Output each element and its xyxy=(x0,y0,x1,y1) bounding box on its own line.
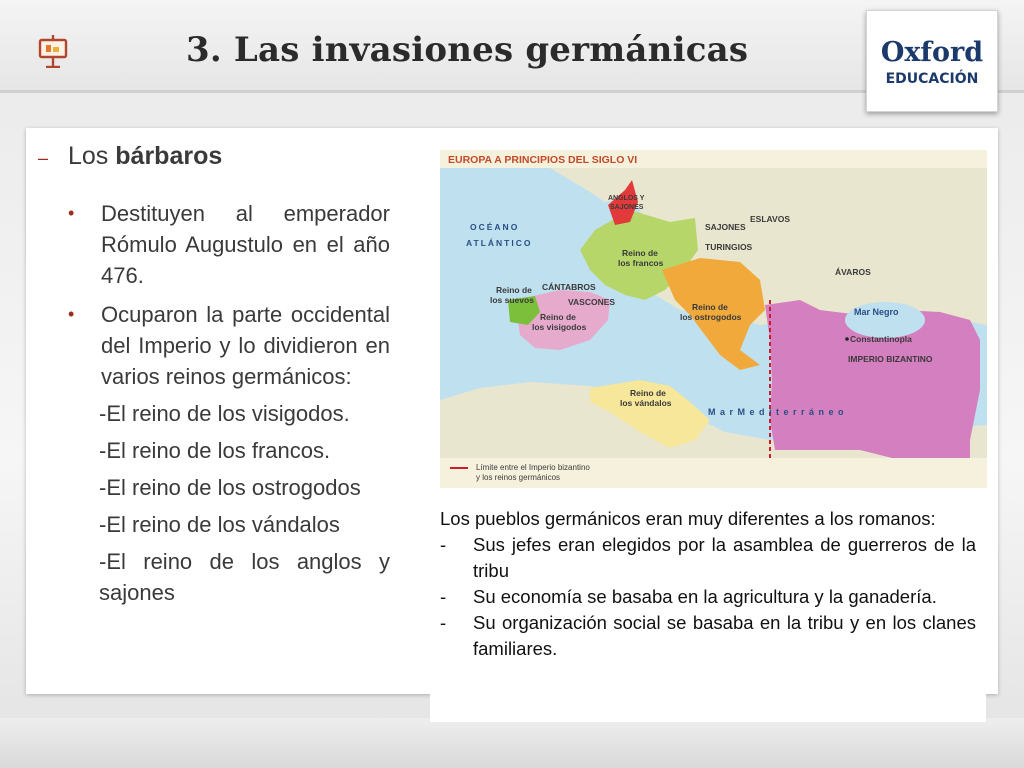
label-region: SAJONES xyxy=(705,222,746,232)
label-region: ANGLOS Y xyxy=(608,195,645,202)
bullet-item xyxy=(38,299,390,392)
presentation-board-icon xyxy=(38,34,68,68)
bullet-item xyxy=(38,198,390,291)
europe-map xyxy=(440,150,987,488)
label-region: Reino de xyxy=(630,388,666,398)
note-item xyxy=(440,610,976,662)
label-region: los visigodos xyxy=(532,322,587,332)
bullet-text: Ocuparon la parte occidental del Imperio y lo dividieron en varios reinos germánicos: xyxy=(101,302,390,389)
kingdom-item: -El reino de los ostrogodos xyxy=(99,475,361,500)
dash-marker: - xyxy=(440,586,447,607)
section-heading xyxy=(38,140,390,180)
label-region: VASCONES xyxy=(568,297,616,307)
label-region: los ostrogodos xyxy=(680,312,742,322)
label-sea: Mar Negro xyxy=(854,307,899,317)
label-ocean: ATLÁNTICO xyxy=(466,238,533,248)
kingdom-item: -El reino de los anglos y sajones xyxy=(99,549,390,605)
constantinople-dot xyxy=(845,337,849,341)
slide-title: 3. Las invasiones germánicas xyxy=(186,30,749,70)
dash-marker: – xyxy=(38,148,49,168)
bullet-dot: • xyxy=(68,203,75,223)
label-region: los francos xyxy=(618,258,664,268)
note-item-text: Sus jefes eran elegidos por la asamblea de guerreros de la tribu xyxy=(473,534,976,581)
label-region: ESLAVOS xyxy=(750,214,790,224)
label-region: los vándalos xyxy=(620,398,672,408)
label-region: los suevos xyxy=(490,295,534,305)
label-region: Reino de xyxy=(692,302,728,312)
label-region: Reino de xyxy=(496,285,532,295)
bullet-dot: • xyxy=(68,304,75,324)
note-item xyxy=(440,532,976,584)
label-sea: M a r M e d i t e r r á n e o xyxy=(708,407,845,417)
label-region: IMPERIO BIZANTINO xyxy=(848,354,933,364)
label-region: SAJONES xyxy=(610,204,644,211)
text-column xyxy=(38,140,390,608)
label-region: Reino de xyxy=(622,248,658,258)
footer-band xyxy=(0,718,1024,768)
label-city: Constantinopla xyxy=(850,334,912,344)
note-item xyxy=(440,584,976,610)
map-title: EUROPA A PRINCIPIOS DEL SIGLO VI xyxy=(448,154,638,166)
oxford-educacion-logo xyxy=(866,10,998,112)
dash-marker: - xyxy=(440,534,447,555)
label-region: TURINGIOS xyxy=(705,242,753,252)
label-ocean: OCÉANO xyxy=(470,222,520,232)
bullet-text: Destituyen al emperador Rómulo Augustulo en el año 476. xyxy=(101,201,390,288)
legend-text: y los reinos germánicos xyxy=(476,473,561,482)
label-region: CÁNTABROS xyxy=(542,282,596,292)
legend-text: Límite entre el Imperio bizantino xyxy=(476,463,590,472)
info-note xyxy=(430,500,986,722)
logo-subtitle: EDUCACIÓN xyxy=(885,71,979,87)
kingdom-item: -El reino de los visigodos. xyxy=(99,401,350,426)
kingdom-item: -El reino de los vándalos xyxy=(99,512,340,537)
note-intro: Los pueblos germánicos eran muy diferentes a los romanos: xyxy=(440,508,936,529)
logo-wordmark: Oxford xyxy=(880,37,984,68)
note-item-text: Su organización social se basaba en la tribu y en los clanes familiares. xyxy=(473,612,976,659)
kingdom-item: -El reino de los francos. xyxy=(99,438,331,463)
dash-marker: - xyxy=(440,612,447,633)
label-region: Reino de xyxy=(540,312,576,322)
heading-bold: bárbaros xyxy=(115,142,223,170)
heading-prefix: Los xyxy=(68,142,116,170)
label-region: ÁVAROS xyxy=(835,267,871,277)
note-item-text: Su economía se basaba en la agricultura y la ganadería. xyxy=(473,586,937,607)
